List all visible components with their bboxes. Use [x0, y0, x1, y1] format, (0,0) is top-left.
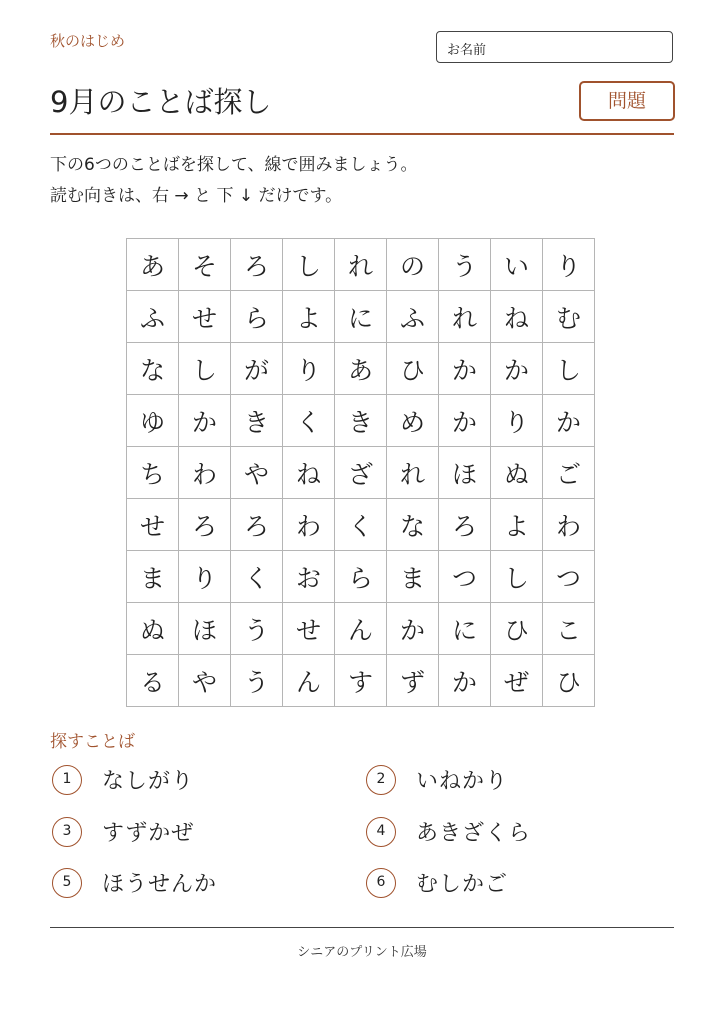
grid-cell[interactable]: が — [231, 343, 283, 395]
word-text-2: いねかり — [416, 769, 509, 794]
grid-cell[interactable]: ぬ — [491, 447, 543, 499]
word-number-5: 5 — [52, 868, 82, 898]
series-label: 秋のはじめ — [50, 32, 126, 50]
grid-cell[interactable]: れ — [387, 447, 439, 499]
grid-row — [127, 447, 595, 499]
grid-cell[interactable]: か — [387, 603, 439, 655]
grid-cell[interactable]: お — [283, 551, 335, 603]
grid-cell[interactable]: れ — [439, 291, 491, 343]
instruction-line-1: 下の6つのことばを探して、線で囲みましょう。 — [50, 155, 418, 175]
grid-row — [127, 499, 595, 551]
grid-cell[interactable]: る — [127, 655, 179, 707]
word-item-5 — [52, 867, 217, 898]
grid-cell[interactable]: う — [439, 239, 491, 291]
footer-credit: シニアのプリント広場 — [297, 945, 427, 960]
grid-cell[interactable]: ち — [127, 447, 179, 499]
word-number-2: 2 — [366, 765, 396, 795]
grid-cell[interactable]: あ — [127, 239, 179, 291]
grid-cell[interactable]: な — [127, 343, 179, 395]
grid-cell[interactable]: う — [231, 655, 283, 707]
grid-cell[interactable]: く — [283, 395, 335, 447]
name-field-label: お名前 — [447, 43, 487, 58]
grid-cell[interactable]: ろ — [179, 499, 231, 551]
word-item-4 — [366, 816, 531, 847]
grid-cell[interactable]: ご — [543, 447, 595, 499]
grid-cell[interactable]: ま — [387, 551, 439, 603]
grid-cell[interactable]: あ — [335, 343, 387, 395]
grid-cell[interactable]: り — [179, 551, 231, 603]
grid-cell[interactable]: ん — [335, 603, 387, 655]
word-number-6: 6 — [366, 868, 396, 898]
grid-cell[interactable]: よ — [491, 499, 543, 551]
grid-cell[interactable]: ぜ — [491, 655, 543, 707]
grid-cell[interactable]: し — [283, 239, 335, 291]
grid-cell[interactable]: ま — [127, 551, 179, 603]
grid-cell[interactable]: ろ — [439, 499, 491, 551]
word-item-2 — [366, 764, 508, 795]
grid-cell[interactable]: つ — [439, 551, 491, 603]
problem-badge: 問題 — [579, 81, 675, 121]
grid-row — [127, 343, 595, 395]
grid-cell[interactable]: わ — [179, 447, 231, 499]
grid-cell[interactable]: れ — [335, 239, 387, 291]
word-item-3 — [52, 816, 194, 847]
grid-row — [127, 551, 595, 603]
grid-cell[interactable]: せ — [127, 499, 179, 551]
grid-cell[interactable]: に — [439, 603, 491, 655]
grid-cell[interactable]: き — [231, 395, 283, 447]
grid-cell[interactable]: す — [335, 655, 387, 707]
grid-cell[interactable]: か — [491, 343, 543, 395]
word-text-6: むしかご — [416, 872, 509, 897]
grid-cell[interactable]: り — [283, 343, 335, 395]
grid-cell[interactable]: の — [387, 239, 439, 291]
grid-cell[interactable]: せ — [179, 291, 231, 343]
grid-cell[interactable]: か — [179, 395, 231, 447]
grid-cell[interactable]: よ — [283, 291, 335, 343]
words-label: 探すことば — [50, 732, 135, 752]
grid-cell[interactable]: ゆ — [127, 395, 179, 447]
grid-cell[interactable]: ず — [387, 655, 439, 707]
word-item-6 — [366, 867, 508, 898]
grid-cell[interactable]: に — [335, 291, 387, 343]
grid-cell[interactable]: し — [179, 343, 231, 395]
grid-cell[interactable]: こ — [543, 603, 595, 655]
grid-cell[interactable]: ひ — [387, 343, 439, 395]
grid-cell[interactable]: ほ — [179, 603, 231, 655]
grid-cell[interactable]: そ — [179, 239, 231, 291]
grid-cell[interactable]: ひ — [543, 655, 595, 707]
grid-cell[interactable]: ろ — [231, 499, 283, 551]
grid-cell[interactable]: ほ — [439, 447, 491, 499]
grid-cell[interactable]: ん — [283, 655, 335, 707]
instruction-line-2: 読む向きは、右 → と 下 ↓ だけです。 — [50, 186, 343, 206]
grid-row — [127, 603, 595, 655]
grid-cell[interactable]: く — [335, 499, 387, 551]
grid-cell[interactable]: う — [231, 603, 283, 655]
page-title: 9月のことば探し — [50, 85, 272, 119]
grid-cell[interactable]: ふ — [387, 291, 439, 343]
grid-cell[interactable]: か — [543, 395, 595, 447]
grid-cell[interactable]: か — [439, 395, 491, 447]
grid-cell[interactable]: む — [543, 291, 595, 343]
footer-divider — [50, 927, 674, 928]
word-number-3: 3 — [52, 817, 82, 847]
grid-row — [127, 291, 595, 343]
grid-cell[interactable]: り — [543, 239, 595, 291]
word-text-3: すずかぜ — [102, 821, 195, 846]
grid-cell[interactable]: ら — [231, 291, 283, 343]
grid-cell[interactable]: わ — [543, 499, 595, 551]
word-number-4: 4 — [366, 817, 396, 847]
grid-cell[interactable]: し — [543, 343, 595, 395]
grid-row — [127, 395, 595, 447]
grid-cell[interactable]: ひ — [491, 603, 543, 655]
grid-cell[interactable]: ら — [335, 551, 387, 603]
word-text-5: ほうせんか — [102, 872, 218, 897]
grid-cell[interactable]: り — [491, 395, 543, 447]
grid-cell[interactable]: せ — [283, 603, 335, 655]
grid-cell[interactable]: か — [439, 343, 491, 395]
grid-row — [127, 239, 595, 291]
word-text-1: なしがり — [102, 769, 195, 794]
grid-cell[interactable]: し — [491, 551, 543, 603]
grid-cell[interactable]: な — [387, 499, 439, 551]
word-search-grid — [126, 238, 595, 707]
grid-cell[interactable]: ぬ — [127, 603, 179, 655]
grid-cell[interactable]: き — [335, 395, 387, 447]
header-divider — [50, 133, 674, 135]
grid-cell[interactable]: わ — [283, 499, 335, 551]
grid-row — [127, 655, 595, 707]
grid-cell[interactable]: め — [387, 395, 439, 447]
name-field[interactable] — [436, 31, 673, 63]
word-number-1: 1 — [52, 765, 82, 795]
grid-cell[interactable]: ね — [491, 291, 543, 343]
word-item-1 — [52, 764, 194, 795]
grid-cell[interactable]: ね — [283, 447, 335, 499]
grid-cell[interactable]: や — [231, 447, 283, 499]
grid-cell[interactable]: ざ — [335, 447, 387, 499]
word-text-4: あきざくら — [416, 821, 532, 846]
grid-cell[interactable]: ふ — [127, 291, 179, 343]
grid-cell[interactable]: ろ — [231, 239, 283, 291]
grid-cell[interactable]: つ — [543, 551, 595, 603]
grid-cell[interactable]: い — [491, 239, 543, 291]
grid-cell[interactable]: か — [439, 655, 491, 707]
grid-cell[interactable]: く — [231, 551, 283, 603]
grid-cell[interactable]: や — [179, 655, 231, 707]
